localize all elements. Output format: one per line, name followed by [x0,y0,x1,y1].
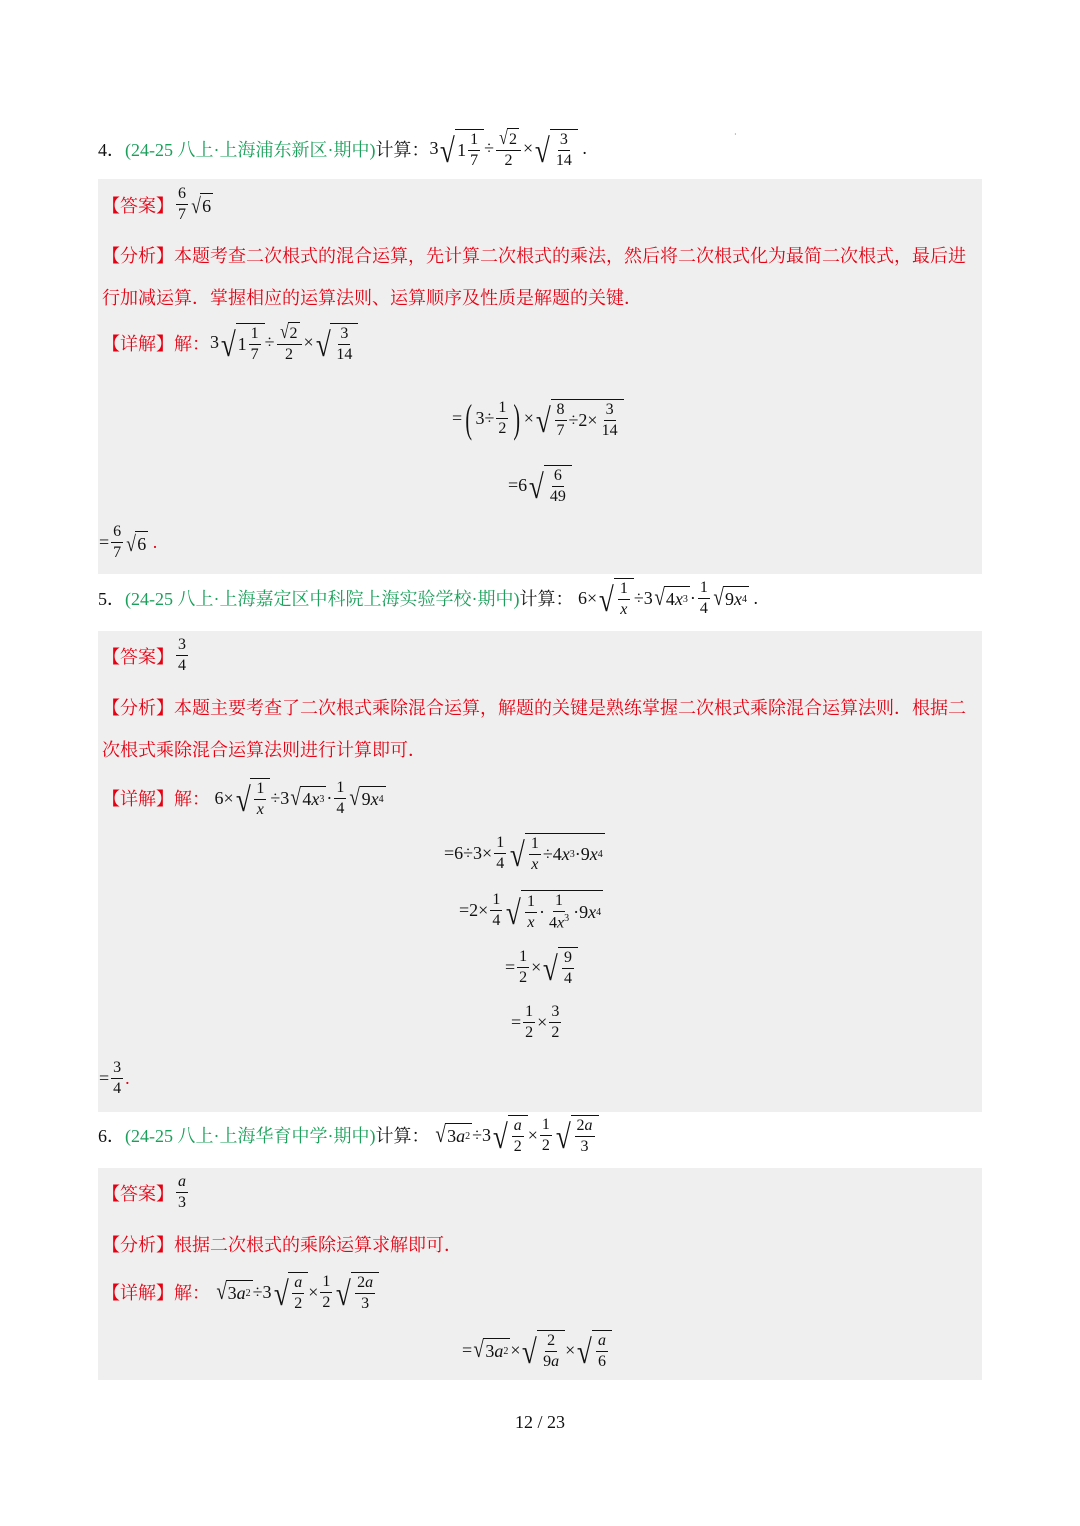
q4-analysis-label: 【分析】 [102,246,174,266]
q5-analysis-label: 【分析】 [102,698,174,718]
q5-detail-label: 【详解】 [102,789,174,809]
q4-detail [102,322,358,363]
q5-source: (24-25 八上·上海嘉定区中科院上海实验学校·期中) [125,589,520,609]
q4-answer [102,186,213,223]
q4-step-2: =6 √ $\frac{6}{49}$ [508,465,572,505]
q6-detail [102,1272,379,1312]
q6-answer [102,1174,190,1211]
q4-prompt: 计算： [375,139,430,160]
q4-number: 4． [98,139,125,160]
q6-prompt: 计算： [375,1126,430,1146]
q5-analysis-text: 本题主要考查了二次根式乘除混合运算，解题的关键是熟练掌握二次根式乘除混合运算法则．根据二次根式乘除混合运算法则进行计算即可． [102,698,966,760]
q4-step-3: = $\frac{6}{7}$ √ 6 . [99,523,158,561]
q4-step-0: 3 √ 1 $\frac{1}{7}$ ÷ √ 2 2 × √ $\frac{3}{14}$ [210,322,358,363]
q6-answer-label: 【答案】 [102,1183,174,1204]
q4-header [98,128,587,169]
q5-expression: 6× √ $\frac{1}{x}$ ÷3 √ 4 x 3 · $\frac{1}{4}$ √ 9 x 4 . [573,578,759,619]
q6-source: (24-25 八上·上海华育中学·期中) [125,1126,376,1146]
q5-step-5: = $\frac{3}{4}$ . [99,1059,130,1097]
q6-analysis-text: 根据二次根式的乘除运算求解即可． [174,1235,462,1255]
q5-step-0: 6× √ $\frac{1}{x}$ ÷3 √ 4 x 3 · $\frac{1}{4}$ √ 9 x 4 [210,778,384,819]
q5-analysis [102,687,978,771]
q6-analysis [102,1224,978,1266]
q6-number: 6． [98,1126,125,1146]
q6-step-0: √ 3 a 2 ÷3 √ $\frac{a}{2}$ × $\frac{1}{2}$ √ $\frac{2a}{3}$ [210,1272,379,1312]
q5-answer [102,637,190,674]
q5-answer-value: $\frac{3}{4}$ [178,636,186,674]
q5-step-4: = $\frac{1}{2}$ × $\frac{3}{2}$ [511,1003,560,1041]
q4-detail-intro: 解： [174,333,210,354]
q4-analysis-text: 本题考查二次根式的混合运算，先计算二次根式的乘法，然后将二次根式化为最简二次根式，最后进行加减运算．掌握相应的运算法则、运算顺序及性质是解题的关键． [102,246,966,308]
q6-expression: √ 3 a 2 ÷3 √ $\frac{a}{2}$ × $\frac{1}{2}$ √ $\frac{2a}{3}$ [429,1115,598,1155]
q4-answer-value: $\frac{6}{7}$ √ 6 [178,185,212,223]
q5-prompt: 计算： [519,589,574,609]
q6-detail-label: 【详解】 [102,1283,174,1303]
q5-detail-intro: 解： [174,789,210,809]
q6-step-1: = √ 3 a 2 × √ $\frac{2}{9a}$ × √ $\frac{a}{6}$ [462,1330,612,1370]
q5-number: 5． [98,589,125,609]
q5-header [98,578,758,618]
q5-step-3: = $\frac{1}{2}$ × √ $\frac{9}{4}$ [505,947,578,987]
q5-step-2: =2× $\frac{1}{4}$ √ $\frac{1}{x}$ · $\frac{1}{4x^3}$ ·9 x 4 [459,891,602,933]
q4-analysis [102,235,978,319]
q4-source: (24-25 八上·上海浦东新区·期中) [125,139,376,160]
q4-detail-label: 【详解】 [102,333,174,354]
q6-analysis-label: 【分析】 [102,1235,174,1255]
q6-detail-intro: 解： [174,1283,210,1303]
q4-step-1: = ( 3÷ $\frac{1}{2}$ ) × √ $\frac{8}{7}$ ÷2× $\frac{3}{14}$ [452,395,624,442]
q5-detail [102,778,386,818]
q6-header [98,1115,599,1155]
q5-step-1: =6÷3× $\frac{1}{4}$ √ $\frac{1}{x}$ ÷4 x 3 ·9 x 4 [444,833,603,874]
q6-answer-value: $\frac{a}{3}$ [178,1173,186,1211]
q4-answer-label: 【答案】 [102,195,174,216]
page-number: 12 / 23 [514,1412,565,1432]
q5-answer-label: 【答案】 [102,646,174,667]
q4-expression: 3 √ 1 $\frac{1}{7}$ ÷ √ 2 2 × √ $\frac{3}{14}$ . [429,127,587,170]
